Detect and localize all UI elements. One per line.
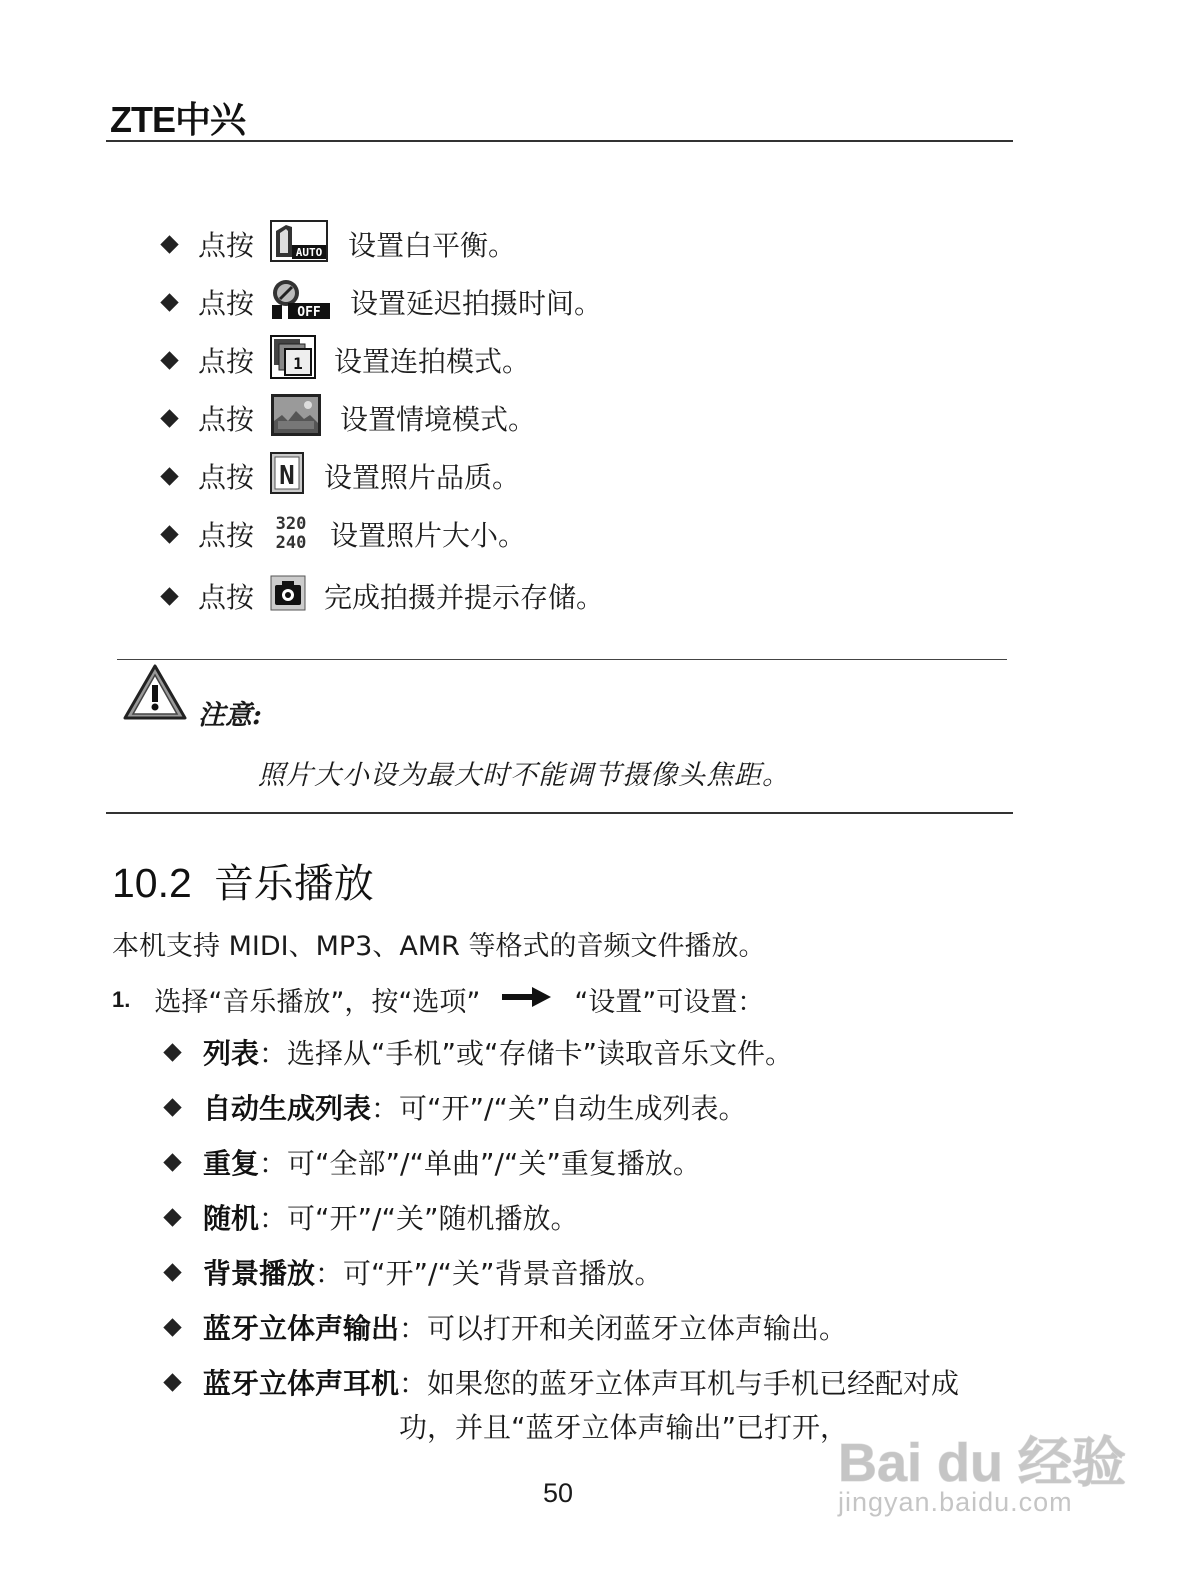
- bullet-diamond-icon: [160, 351, 178, 369]
- svg-text:320: 320: [275, 513, 307, 534]
- item-text: 设置照片品质。: [324, 461, 521, 494]
- step-text-after: “设置”可设置：: [574, 987, 765, 1018]
- bullet-diamond-icon: [163, 1373, 181, 1391]
- option-desc: ：如果您的蓝牙立体声耳机与手机已经配对成功，并且“蓝牙立体声输出”已打开，: [399, 1367, 960, 1444]
- tap-word: 点按: [198, 345, 255, 378]
- list-item: [163, 222, 516, 266]
- tap-word: 点按: [198, 581, 255, 614]
- option-label: 列表: [203, 1037, 260, 1070]
- white-balance-auto-icon: [270, 219, 330, 270]
- list-item: [166, 1142, 701, 1182]
- list-item: [163, 338, 530, 382]
- svg-text:AUTO: AUTO: [295, 245, 323, 259]
- tap-word: 点按: [198, 229, 255, 262]
- list-item: [163, 512, 526, 556]
- baidu-watermark: Bai du 经验: [838, 1433, 1127, 1493]
- item-text: 设置延迟拍摄时间。: [350, 287, 603, 320]
- zte-logo: ZTE中兴: [110, 99, 245, 140]
- note-text: 照片大小设为最大时不能调节摄像头焦距。: [258, 760, 790, 791]
- tap-word: 点按: [198, 461, 255, 494]
- section-number: 10.2: [112, 860, 192, 906]
- section-heading: 音乐播放: [213, 861, 374, 907]
- bullet-diamond-icon: [160, 587, 178, 605]
- note-bottom-divider: [106, 812, 1013, 814]
- photo-size-icon: [270, 509, 312, 560]
- option-label: 蓝牙立体声输出: [203, 1312, 400, 1345]
- list-item: [163, 396, 536, 440]
- option-label: 背景播放: [203, 1257, 316, 1290]
- self-timer-off-icon: [270, 277, 332, 328]
- photo-quality-icon: [270, 451, 306, 502]
- item-text: 设置连拍模式。: [334, 345, 531, 378]
- page-number: 50: [543, 1478, 574, 1508]
- option-label: 重复: [203, 1147, 260, 1180]
- bullet-diamond-icon: [163, 1098, 181, 1116]
- option-desc: ：可“开”/“关”随机播放。: [259, 1202, 579, 1235]
- warning-icon: [122, 663, 188, 725]
- bullet-diamond-icon: [163, 1043, 181, 1061]
- watermark-url: jingyan.baidu.com: [838, 1487, 1073, 1517]
- option-label: 蓝牙立体声耳机: [203, 1367, 400, 1400]
- item-text: 设置情境模式。: [340, 403, 537, 436]
- scene-mode-icon: [270, 393, 322, 444]
- list-item: [166, 1307, 847, 1347]
- step-1: [112, 980, 764, 1019]
- bullet-diamond-icon: [160, 409, 178, 427]
- bullet-diamond-icon: [163, 1208, 181, 1226]
- list-item: [163, 454, 520, 498]
- bullet-diamond-icon: [163, 1318, 181, 1336]
- list-item: [166, 1252, 662, 1292]
- bullet-diamond-icon: [160, 467, 178, 485]
- item-text: 设置白平衡。: [348, 229, 517, 262]
- list-item: [163, 574, 604, 618]
- list-item: [166, 1032, 793, 1072]
- tap-word: 点按: [198, 519, 255, 552]
- option-desc: ：可“开”/“关”自动生成列表。: [371, 1092, 747, 1125]
- list-item: [166, 1087, 746, 1127]
- svg-text:1: 1: [293, 353, 303, 373]
- bullet-diamond-icon: [163, 1263, 181, 1281]
- note-top-divider: [117, 659, 1007, 660]
- option-desc: ：可“开”/“关”背景音播放。: [315, 1257, 663, 1290]
- option-desc: ：选择从“手机”或“存储卡”读取音乐文件。: [259, 1037, 794, 1070]
- svg-text:240: 240: [275, 532, 307, 553]
- step-number: 1.: [112, 986, 131, 1012]
- tap-word: 点按: [198, 403, 255, 436]
- item-text: 完成拍摄并提示存储。: [324, 581, 605, 614]
- burst-mode-icon: [270, 335, 316, 386]
- right-arrow-icon: [502, 984, 552, 1015]
- bullet-diamond-icon: [163, 1153, 181, 1171]
- svg-text:N: N: [279, 460, 295, 491]
- svg-text:OFF: OFF: [297, 304, 321, 320]
- bullet-diamond-icon: [160, 293, 178, 311]
- section-intro: 本机支持 MIDI、MP3、AMR 等格式的音频文件播放。: [112, 931, 766, 962]
- step-text-before: 选择“音乐播放”，按“选项”: [154, 987, 481, 1018]
- section-title: [112, 852, 374, 909]
- option-desc: ：可“全部”/“单曲”/“关”重复播放。: [259, 1147, 701, 1180]
- camera-shutter-icon: [270, 575, 306, 618]
- bullet-diamond-icon: [160, 235, 178, 253]
- bullet-diamond-icon: [160, 525, 178, 543]
- header-divider: [106, 140, 1013, 142]
- note-label: 注意:: [198, 700, 262, 731]
- tap-word: 点按: [198, 287, 255, 320]
- option-desc: ：可以打开和关闭蓝牙立体声输出。: [399, 1312, 848, 1345]
- option-label: 自动生成列表: [203, 1092, 372, 1125]
- option-label: 随机: [203, 1202, 260, 1235]
- list-item: [163, 280, 602, 324]
- list-item: [166, 1197, 578, 1237]
- item-text: 设置照片大小。: [330, 519, 527, 552]
